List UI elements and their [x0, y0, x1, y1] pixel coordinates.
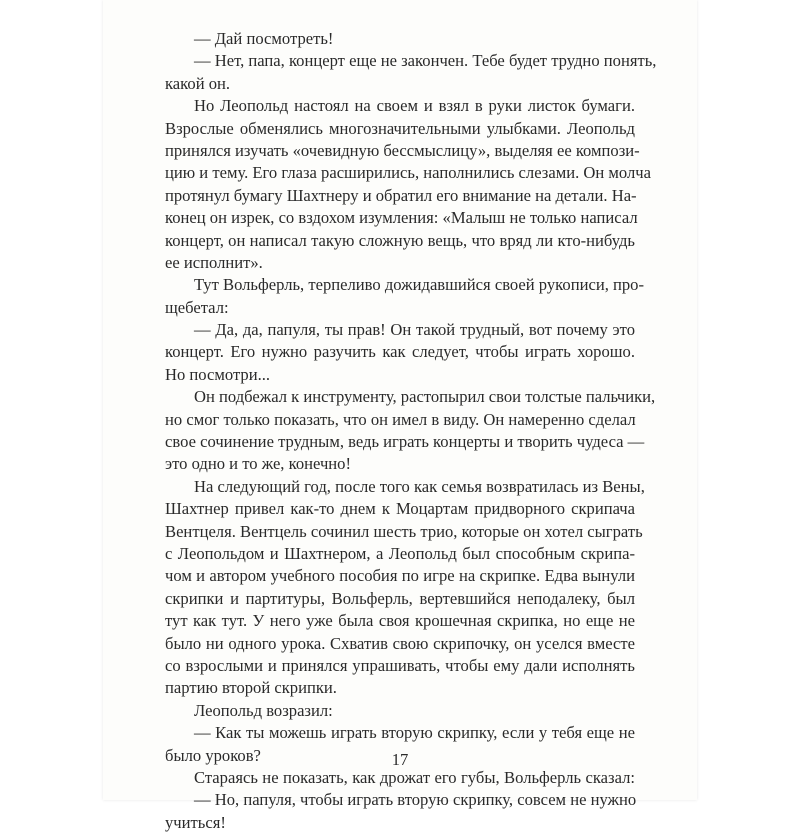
text-line: концерт, он написал такую сложную вещь, что вряд ли кто-нибудь [165, 230, 635, 250]
text-line: с Леопольдом и Шахтнером, а Леопольд был способным скрипа- [165, 543, 635, 563]
text-line: Он подбежал к инструменту, растопырил свои толстые пальчики, [194, 387, 656, 407]
text-line: — Но, папуля, чтобы играть вторую скрипку, совсем не нужно [194, 790, 637, 810]
text-line: Но Леопольд настоял на своем и взял в руки листок бумаги. [194, 96, 635, 116]
text-line: Тут Вольферль, терпеливо дожидавшийся своей рукописи, про- [194, 275, 644, 295]
text-line: Но посмотри... [165, 364, 271, 384]
text-line: какой он. [165, 73, 231, 93]
text-line: Стараясь не показать, как дрожат его губы, Вольферль сказал: [194, 767, 635, 787]
text-line: Шахтнер привел как-то днем к Моцартам придворного скрипача [165, 499, 635, 519]
text-line: учиться! [165, 812, 226, 832]
text-line: Леопольд возразил: [194, 700, 333, 720]
text-line: тут как тут. У него уже была своя крошечная скрипка, но еще не [165, 611, 635, 631]
text-line: Вентцеля. Вентцель сочинил шесть трио, которые он хотел сыграть [165, 521, 643, 541]
text-line: — Да, да, папуля, ты прав! Он такой трудный, вот почему это [194, 320, 635, 340]
text-line: Взрослые обменялись многозначительными улыбками. Леопольд [165, 118, 635, 138]
text-line: — Как ты можешь играть вторую скрипку, если у тебя еще не [194, 723, 635, 743]
book-page [103, 0, 697, 832]
text-line: скрипки и партитуры, Вольферль, вертевшийся неподалеку, был [165, 588, 635, 608]
text-line: со взрослыми и принялся упрашивать, чтобы ему дали исполнять [165, 655, 635, 675]
text-line: ее исполнит». [165, 252, 263, 272]
text-line: партию второй скрипки. [165, 678, 337, 698]
text-line: было ни одного урока. Схватив свою скрипочку, он уселся вместе [165, 633, 635, 653]
text-line: принялся изучать «очевидную бессмыслицу», выделяя ее компози- [165, 140, 640, 160]
text-line: щебетал: [165, 297, 229, 317]
text-line: свое сочинение трудным, ведь играть концерты и творить чудеса — [165, 432, 645, 452]
text-line: было уроков? [165, 745, 261, 765]
page-number: 17 [391, 750, 409, 769]
text-line: — Дай посмотреть! [194, 29, 334, 48]
text-line: концерт. Его нужно разучить как следует, чтобы играть хорошо. [165, 342, 635, 362]
text-line: На следующий год, после того как семья возвратилась из Вены, [194, 476, 645, 496]
text-line: чом и автором учебного пособия по игре на скрипке. Едва вынули [165, 566, 635, 586]
text-line: но смог только показать, что он имел в виду. Он намеренно сделал [165, 409, 636, 429]
text-line: — Нет, папа, концерт еще не закончен. Тебе будет трудно понять, [194, 51, 657, 71]
text-line: это одно и то же, конечно! [165, 454, 351, 474]
text-line: протянул бумагу Шахтнеру и обратил его внимание на детали. На- [165, 185, 637, 205]
page-body-text [165, 28, 657, 834]
text-line: конец он изрек, со вздохом изумления: «Малыш не только написал [165, 208, 638, 228]
text-line: цию и тему. Его глаза расширились, наполнились слезами. Он молча [165, 163, 651, 183]
